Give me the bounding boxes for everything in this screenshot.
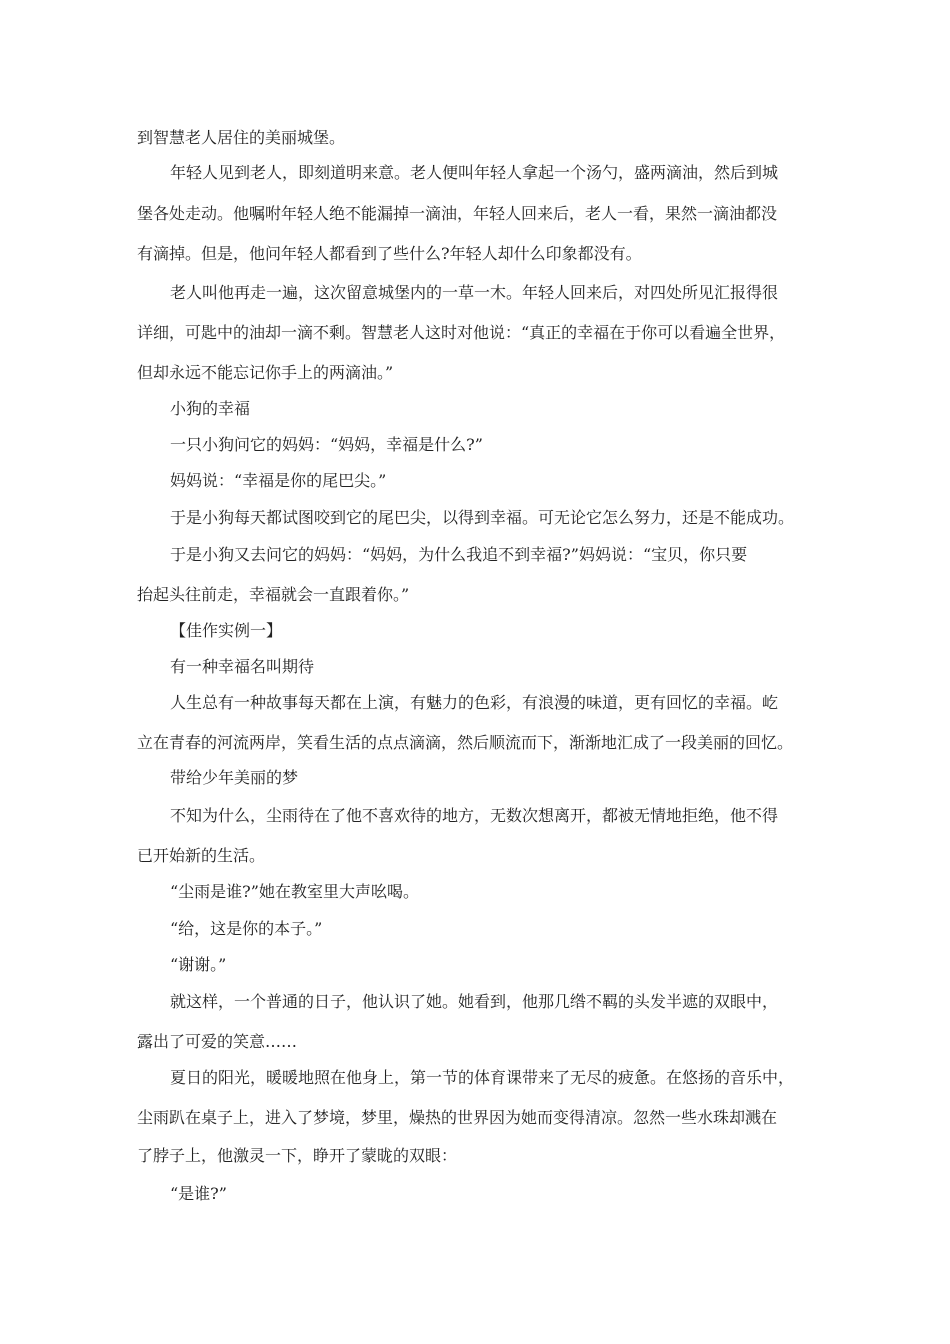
- text-line: 露出了可爱的笑意……: [137, 1032, 298, 1051]
- text-line: “是谁?”: [170, 1184, 227, 1203]
- text-line: 已开始新的生活。: [137, 846, 266, 865]
- text-line: 于是小狗每天都试图咬到它的尾巴尖，以得到幸福。可无论它怎么努力，还是不能成功。: [170, 508, 795, 527]
- text-line: 有滴掉。但是，他问年轻人都看到了些什么?年轻人却什么印象都没有。: [137, 244, 642, 263]
- text-line: 尘雨趴在桌子上，进入了梦境，梦里，燥热的世界因为她而变得清凉。忽然一些水珠却溅在: [137, 1108, 778, 1127]
- text-line: 夏日的阳光，暖暖地照在他身上，第一节的体育课带来了无尽的疲惫。在悠扬的音乐中，: [170, 1068, 795, 1087]
- text-line: 老人叫他再走一遍，这次留意城堡内的一草一木。年轻人回来后，对四处所见汇报得很: [170, 283, 779, 302]
- text-line: 一只小狗问它的妈妈：“妈妈，幸福是什么?”: [170, 435, 483, 454]
- text-line: 人生总有一种故事每天都在上演，有魅力的色彩，有浪漫的味道，更有回忆的幸福。屹: [170, 693, 779, 712]
- text-line: 就这样，一个普通的日子，他认识了她。她看到，他那几绺不羁的头发半遮的双眼中，: [170, 992, 779, 1011]
- text-line: 了脖子上，他激灵一下，睁开了蒙昽的双眼：: [137, 1146, 458, 1165]
- section-title: 小狗的幸福: [170, 399, 251, 418]
- text-line: “给，这是你的本子。”: [170, 919, 323, 938]
- text-line: 到智慧老人居住的美丽城堡。: [137, 128, 346, 147]
- text-line: 妈妈说：“幸福是你的尾巴尖。”: [170, 471, 387, 490]
- text-line: 年轻人见到老人，即刻道明来意。老人便叫年轻人拿起一个汤勺，盛两滴油，然后到城: [170, 163, 779, 182]
- text-line: 抬起头往前走，幸福就会一直跟着你。”: [137, 585, 410, 604]
- text-line: 但却永远不能忘记你手上的两滴油。”: [137, 363, 394, 382]
- text-line: 立在青春的河流两岸，笑看生活的点点滴滴，然后顺流而下，渐渐地汇成了一段美丽的回忆。: [137, 733, 794, 752]
- essay-title: 有一种幸福名叫期待: [170, 657, 315, 676]
- text-line: “尘雨是谁?”她在教室里大声吆喝。: [170, 882, 419, 901]
- subsection-title: 带给少年美丽的梦: [170, 768, 299, 787]
- text-line: 详细，可匙中的油却一滴不剩。智慧老人这时对他说：“真正的幸福在于你可以看遍全世界，: [137, 323, 786, 342]
- section-heading: 【佳作实例一】: [170, 621, 283, 640]
- text-line: 于是小狗又去问它的妈妈：“妈妈，为什么我追不到幸福?”妈妈说：“宝贝，你只要: [170, 545, 748, 564]
- text-line: “谢谢。”: [170, 955, 227, 974]
- text-line: 堡各处走动。他嘱咐年轻人绝不能漏掉一滴油，年轻人回来后，老人一看，果然一滴油都没: [137, 204, 778, 223]
- text-line: 不知为什么，尘雨待在了他不喜欢待的地方，无数次想离开，都被无情地拒绝，他不得: [170, 806, 779, 825]
